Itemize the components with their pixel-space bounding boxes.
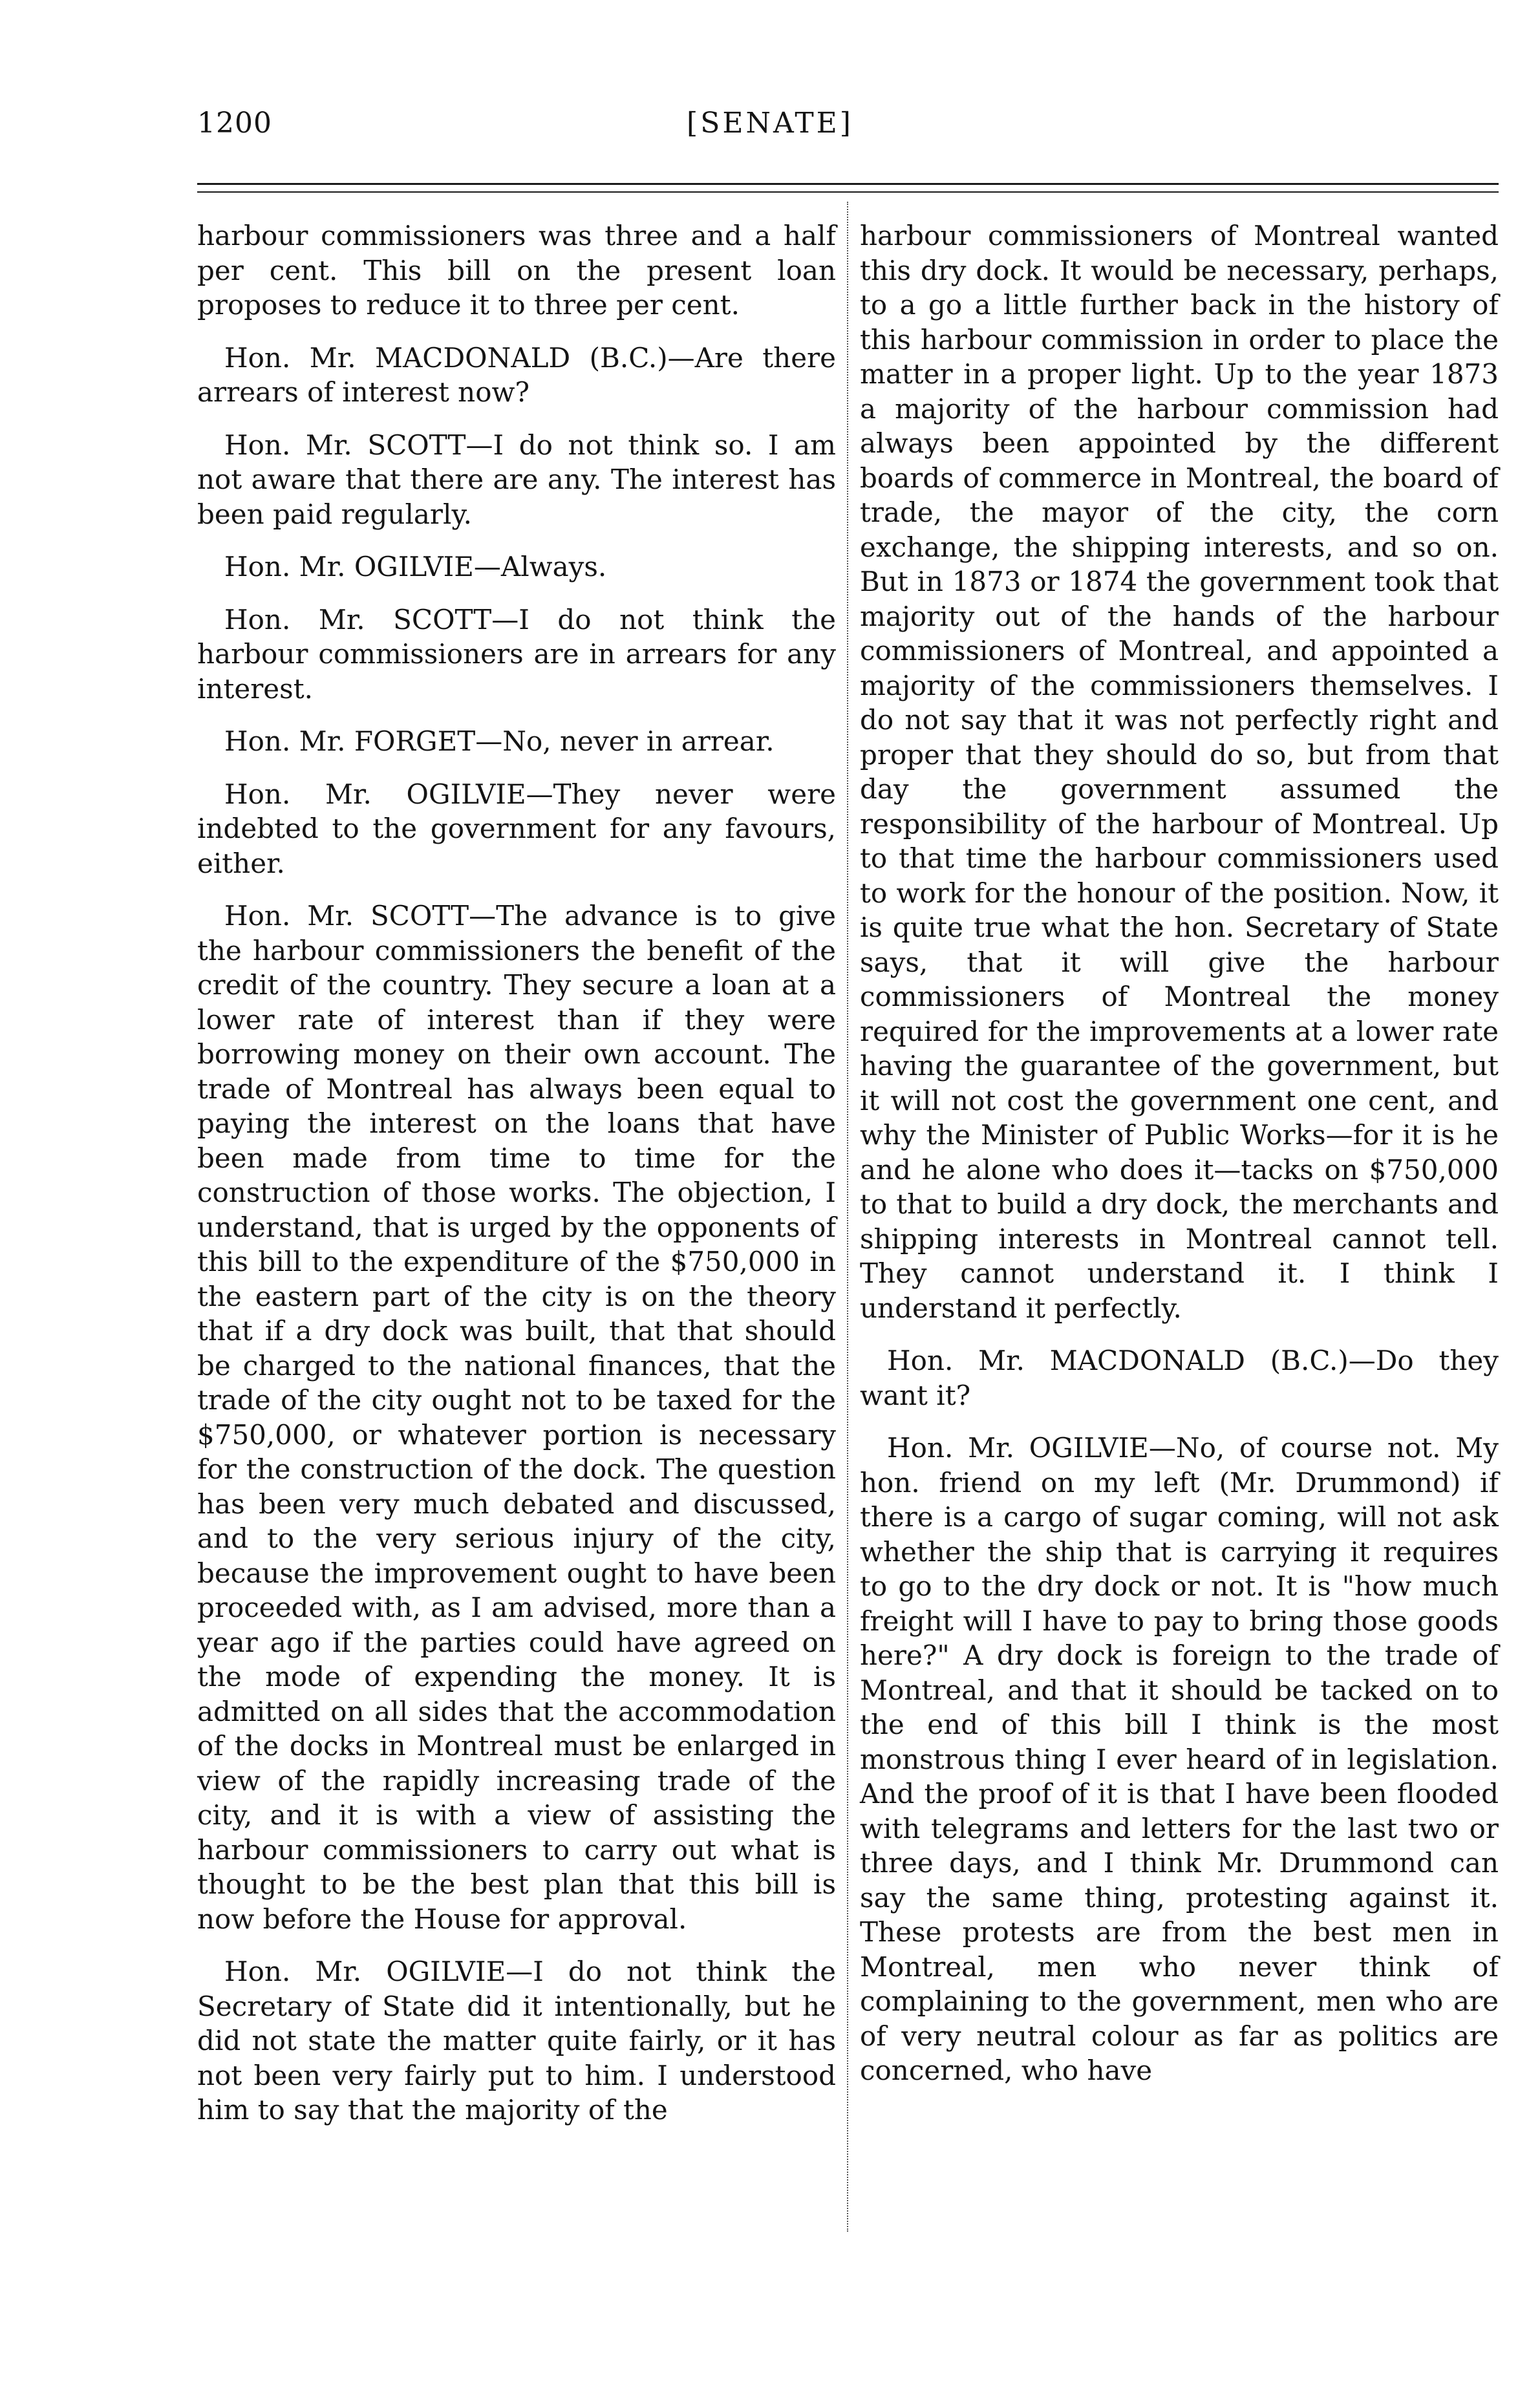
column-divider (847, 202, 848, 2232)
running-head: [SENATE] (687, 107, 853, 140)
paragraph: Hon. Mr. OGILVIE—No, of course not. My hon. friend on my left (Mr. Drummond) if there is a cargo of sugar coming, will not ask whether the ship that is carrying it requires to go to the dry dock or not. It is "how much freight will I have to pay to bring those goods here?" A dry dock is foreign to the trade of Montreal, and that it should be tacked on to the end of this bill I think is the most monstrous thing I ever heard of in legislation. And the proof of it is that I have been flooded with telegrams and letters for the last two or three days, and I think Mr. Drummond can say the same thing, protesting against it. These protests are from the best men in Montreal, men who never think of complaining to the government, men who are of very neutral colour as far as politics are concerned, who have (860, 1432, 1499, 2086)
paragraph: Hon. Mr. SCOTT—I do not think the harbour commissioners are in arrears for any interest. (197, 603, 836, 705)
paragraph: Hon. Mr. MACDONALD (B.C.)—Do they want it? (860, 1345, 1499, 1411)
paragraph: harbour commissioners of Montreal wanted this dry dock. It would be necessary, perhaps, to a go a little further back in the history of this harbour commission in order to place the matter in a proper light. Up to the year 1873 a majority of the harbour commission had always been appointed by the different boards of commerce in Montreal, the board of trade, the mayor of the city, the corn exchange, the shipping interests, and so on. But in 1873 or 1874 the government took that majority out of the hands of the harbour commissioners of Montreal, and appointed a majority of the commissioners themselves. I do not say that it was not perfectly right and proper that they should do so, but from that day the government assumed the responsibility of the harbour of Montreal. Up to that time the harbour commissioners used to work for the honour of the position. Now, it is quite true what the hon. Secretary of State says, that it will give the harbour commissioners of Montreal the money required for the improvements at a lower rate having the guarantee of the government, but it will not cost the government one cent, and why the Minister of Public Works—for it is he and he alone who does it—tacks on $750,000 to that to build a dry dock, the merchants and shipping interests in Montreal cannot tell. They cannot understand it. I think I understand it perfectly. (860, 220, 1499, 1324)
paragraph: Hon. Mr. SCOTT—The advance is to give the harbour commissioners the benefit of the credit of the country. They secure a loan at a lower rate of interest than if they were borrowing money on their own account. The trade of Montreal has always been equal to paying the interest on the loans that have been made from time to time for the construction of those works. The objection, I understand, that is urged by the opponents of this bill to the expenditure of the $750,000 in the eastern part of the city is on the theory that if a dry dock was built, that that should be charged to the national finances, that the trade of the city ought not to be taxed for the $750,000, or whatever portion is necessary for the construction of the dock. The question has been very much debated and discussed, and to the very serious injury of the city, because the improvement ought to have been proceeded with, as I am advised, more than a year ago if the parties could have agreed on the mode of expending the money. It is admitted on all sides that the accommodation of the docks in Montreal must be enlarged in view of the rapidly increasing trade of the city, and it is with a view of assisting the harbour commissioners to carry out what is thought to be the best plan that this bill is now before the House for approval. (197, 900, 836, 1935)
right-column (860, 219, 1499, 2088)
left-column (197, 219, 836, 2128)
paragraph: Hon. Mr. OGILVIE—I do not think the Secretary of State did it intentionally, but he did not state the matter quite fairly, or it has not been very fairly put to him. I understood him to say that the majority of the (197, 1956, 836, 2126)
paragraph: Hon. Mr. OGILVIE—Always. (224, 551, 607, 582)
paragraph: Hon. Mr. MACDONALD (B.C.)—Are there arrears of interest now? (197, 341, 836, 408)
header-rule-top (197, 183, 1499, 185)
paragraph: Hon. Mr. SCOTT—I do not think so. I am not aware that there are any. The interest has been paid regularly. (197, 429, 836, 530)
paragraph: Hon. Mr. OGILVIE—They never were indebted to the government for any favours, either. (197, 778, 836, 879)
paragraph: Hon. Mr. FORGET—No, never in arrear. (224, 725, 775, 757)
paragraph: harbour commissioners was three and a half per cent. This bill on the present loan proposes to reduce it to three per cent. (197, 220, 836, 321)
header-rule-bottom (197, 191, 1499, 193)
page-number: 1200 (197, 107, 272, 140)
